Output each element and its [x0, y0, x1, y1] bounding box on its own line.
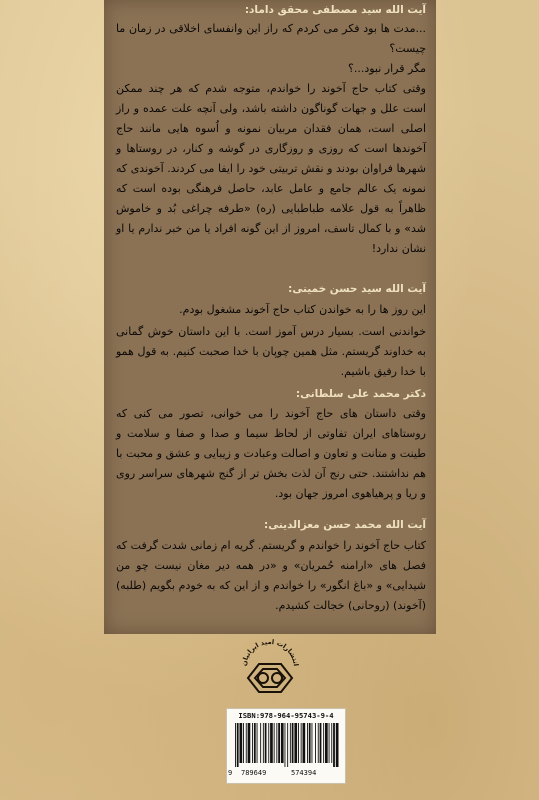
barcode-bar — [248, 723, 251, 763]
section-1-paragraph-1: ...مدت ها بود فکر می کردم که راز این وانفسای اخلاقی در زمان ما چیست؟ — [116, 22, 426, 55]
section-3-paragraph-1: وقتی داستان های حاج آخوند را می خوانی، تصور می کنی که روستاهای ایران تفاوتی از لحاظ سیما و صدا و صفا و سلامت و طینت و متانت و تعاون و اصالت وعبادت و زیبایی و عشق و محبت با هم نداشتند. حتی رنج آن لذت بخش تر از گنج شهرهای سراسر روی و ریا و پرهیاهوی امروز جهان بود. — [116, 407, 426, 500]
publisher-logo — [236, 638, 304, 702]
publisher-name: انتشارات امید ایرانیان — [240, 638, 300, 667]
barcode-bar — [315, 723, 316, 763]
barcode-bar — [301, 723, 302, 763]
isbn-number: ISBN:978-964-95743-9-4 — [238, 711, 334, 720]
barcode-bar — [325, 723, 328, 763]
barcode-bar — [318, 723, 319, 763]
barcode-bar — [237, 723, 239, 767]
barcode-bar — [240, 723, 243, 763]
barcode-digits-left: 789649 — [241, 769, 267, 777]
barcode-bar — [270, 723, 273, 763]
section-4-paragraph-1: کتاب حاج آخوند را خواندم و گریستم. گریه ام زمانی شدت گرفت که فصل های «ارامنه حُمریان» و «در همه دیر مغان نیست چو من شیدایی» و «باغ انگور» را خواندم و از این که به خودم بگویم (طلبه) (آخوند) (روحانی) خجالت کشیدم. — [116, 539, 426, 612]
barcode-bar — [303, 723, 306, 763]
barcode-bar — [298, 723, 299, 763]
barcode — [233, 723, 339, 767]
barcode-bar — [290, 723, 291, 763]
barcode-bar — [333, 723, 335, 767]
barcode-bar — [285, 723, 286, 767]
barcode-bar — [312, 723, 313, 763]
barcode-bar — [292, 723, 294, 763]
barcode-bar — [309, 723, 311, 763]
barcode-bar — [274, 723, 275, 763]
svg-text:انتشارات امید ایرانیان — [240, 638, 300, 667]
barcode-bar — [235, 723, 236, 767]
section-1-paragraph-2: مگر قرار نبود...؟ — [347, 62, 426, 75]
section-1-paragraph-3: وقتی کتاب حاج آخوند را خواندم، متوجه شدم که هر چند ممکن است علل و جهات گوناگون داشته باشد، ولی آنچه علت عمده و راز اصلی است، همان فقدان مربیان نمونه و اُسوه هایی مانند حاج آخوندها است که روزی و روزگاری در گوشه و کنار، در روستاها و شهرها فراوان بودند و نقش تربیتی خود را ایفا می کردند. آخوندی که نمونه یک عالم جامع و عامل عابد، حاصل فرهنگی بوده است که ظاهراً به قول علامه طباطبایی (ره) «طرفه چراغی بُد و خاموش شد» و با کمال تاسف، امروز از این گونه افراد یا من خبر ندارم یا او نشان ندارد! — [116, 82, 426, 255]
barcode-bar — [246, 723, 247, 763]
barcode-bar — [252, 723, 253, 763]
section-2-paragraph-2: خواندنی است. بسیار درس آموز است. با این داستان خوش گمانی به خداوند گریستم. مثل همین چوپان با خدا صحبت کنیم. به قول همو با خدا رفیق باشیم. — [116, 325, 426, 378]
barcode-digit-first: 9 — [228, 769, 233, 777]
section-1-heading: آیت الله سید مصطفی محقق داماد: — [244, 4, 426, 16]
barcode-bar — [278, 723, 280, 763]
barcode-bar — [265, 723, 267, 763]
barcode-bar — [276, 723, 277, 763]
section-2-heading: آیت الله سید حسن خمینی: — [288, 283, 426, 295]
barcode-bar — [243, 723, 244, 763]
barcode-bar — [294, 723, 297, 763]
barcode-bar — [320, 723, 322, 763]
section-2-paragraph-1: این روز ها را به خواندن کتاب حاج آخوند مشغول بودم. — [179, 303, 426, 316]
barcode-bar — [336, 723, 339, 767]
barcode-bar — [323, 723, 324, 763]
barcode-digits-right: 574394 — [291, 769, 317, 777]
barcode-bar — [287, 723, 288, 767]
barcode-bar — [254, 723, 256, 763]
section-3-heading: دکتر محمد علی سلطانی: — [295, 388, 426, 400]
barcode-bar — [281, 723, 284, 763]
section-4-heading: آیت الله محمد حسن معزالدینی: — [264, 519, 426, 531]
barcode-bar — [307, 723, 308, 763]
barcode-bar — [263, 723, 264, 763]
barcode-bar — [257, 723, 258, 763]
barcode-bar — [268, 723, 269, 763]
barcode-bar — [331, 723, 332, 763]
barcode-bar — [260, 723, 261, 763]
barcode-bar — [329, 723, 330, 763]
isbn-barcode-box — [226, 708, 346, 784]
